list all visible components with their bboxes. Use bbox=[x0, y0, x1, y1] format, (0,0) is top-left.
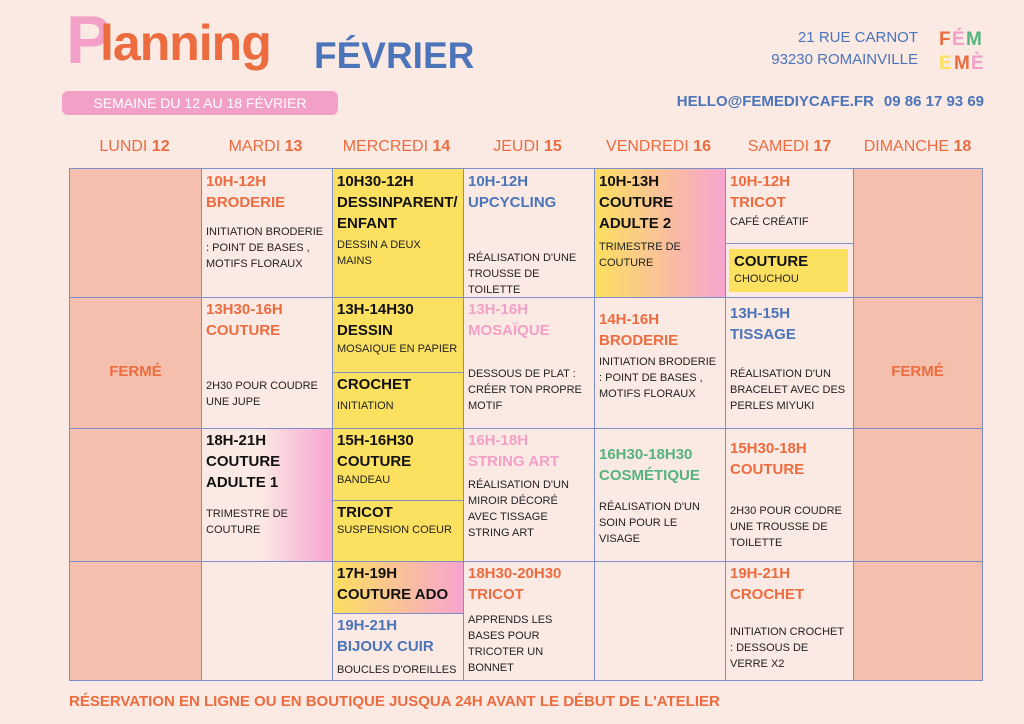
closed-label: FERMÉ bbox=[109, 363, 162, 380]
grid-line bbox=[70, 428, 982, 429]
slot-thu-mosaique[interactable]: 13H-16H MOSAÏQUE DESSOUS DE PLAT : CRÉER TON PROPRE MOTIF bbox=[468, 301, 582, 412]
address-line-1: 21 RUE CARNOT bbox=[797, 29, 918, 46]
grid-line bbox=[725, 243, 853, 244]
slot-sat-couture-chouchou[interactable]: COUTURE CHOUCHOU bbox=[729, 249, 848, 292]
slot-sat-couture-trousse[interactable]: 15H30-18H COUTURE 2H30 POUR COUDRE UNE TROUSSE DE TOILETTE bbox=[730, 440, 842, 549]
slot-wed-couture-ado[interactable]: 17H-19H COUTURE ADO bbox=[332, 561, 463, 613]
grid-line bbox=[594, 169, 595, 680]
booking-note: RÉSERVATION EN LIGNE OU EN BOUTIQUE JUSQUA 24H AVANT LE DÉBUT DE L'ATELIER bbox=[69, 693, 720, 710]
grid-line bbox=[201, 169, 202, 680]
brand-title: lanning bbox=[100, 15, 271, 71]
svg-text:È: È bbox=[971, 53, 984, 74]
sunday-closed bbox=[853, 169, 982, 680]
slot-wed-couture-bandeau[interactable]: 15H-16H30 COUTURE BANDEAU bbox=[332, 428, 463, 500]
slot-sat-tricot[interactable]: 10H-12H TRICOT CAFÉ CRÉATIF bbox=[730, 173, 809, 228]
femedi-logo bbox=[938, 25, 988, 75]
slot-fri-couture-adulte[interactable]: 10H-13H COUTURE ADULTE 2 TRIMESTRE DE COUTURE bbox=[594, 169, 725, 297]
grid-line bbox=[332, 372, 463, 373]
svg-text:F: F bbox=[939, 29, 951, 50]
svg-text:M: M bbox=[966, 29, 982, 50]
day-header-wednesday: MERCREDI 14 bbox=[342, 138, 451, 155]
week-badge: SEMAINE DU 12 AU 18 FÉVRIER bbox=[62, 91, 338, 115]
svg-text:É: É bbox=[952, 29, 965, 50]
monday-closed bbox=[70, 169, 201, 680]
grid-line bbox=[725, 169, 726, 680]
day-header-monday: LUNDI 12 bbox=[99, 138, 170, 155]
email-link[interactable]: HELLO@FEMEDIYCAFE.FR bbox=[676, 93, 874, 110]
slot-tue-couture-adulte[interactable]: 18H-21H COUTURE ADULTE 1 TRIMESTRE DE COUTURE bbox=[201, 428, 332, 561]
day-header-saturday: SAMEDI 17 bbox=[747, 138, 832, 155]
grid-line bbox=[463, 169, 464, 680]
slot-sat-tissage[interactable]: 13H-15H TISSAGE RÉALISATION D'UN BRACELET AVEC DES PERLES MIYUKI bbox=[730, 305, 846, 412]
grid-line bbox=[332, 169, 333, 680]
month-title: FÉVRIER bbox=[314, 35, 475, 76]
slot-thu-string-art[interactable]: 16H-18H STRING ART RÉALISATION D'UN MIROIR DÉCORÉ AVEC TISSAGE STRING ART bbox=[468, 432, 569, 539]
slot-wed-dessin[interactable]: 13H-14H30 DESSIN MOSAIQUE EN PAPIER bbox=[332, 297, 463, 372]
slot-tue-couture[interactable]: 13H30-16H COUTURE 2H30 POUR COUDRE UNE JUPE bbox=[206, 301, 318, 408]
brand-letter-p: P bbox=[66, 2, 112, 78]
slot-wed-tricot[interactable]: TRICOT SUSPENSION COEUR bbox=[332, 500, 463, 561]
svg-text:E: E bbox=[939, 53, 952, 74]
slot-thu-upcycling[interactable]: 10H-12H UPCYCLING RÉALISATION D'UNE TROUSSE DE TOILETTE bbox=[468, 173, 577, 296]
slot-wed-dessin-parent[interactable]: 10H30-12H DESSINPARENT/ENFANT DESSIN A DEUX MAINS bbox=[332, 169, 463, 297]
slot-wed-bijoux-cuir[interactable]: 19H-21H BIJOUX CUIR BOUCLES D'OREILLES bbox=[337, 617, 457, 676]
phone-number: 09 86 17 93 69 bbox=[883, 93, 984, 110]
day-header-thursday: JEUDI 15 bbox=[493, 138, 562, 155]
contact-info bbox=[667, 93, 984, 110]
grid-line bbox=[853, 169, 854, 680]
grid-line bbox=[332, 500, 463, 501]
slot-tue-broderie[interactable]: 10H-12H BRODERIE INITIATION BRODERIE : POINT DE BASES , MOTIFS FLORAUX bbox=[206, 173, 324, 270]
slot-sat-crochet[interactable]: 19H-21H CROCHET INITIATION CROCHET : DESSOUS DE VERRE X2 bbox=[730, 565, 844, 670]
grid-line bbox=[70, 561, 982, 562]
address-line-2: 93230 ROMAINVILLE bbox=[771, 51, 918, 68]
day-header-tuesday: MARDI 13 bbox=[228, 138, 303, 155]
grid-line bbox=[70, 297, 982, 298]
slot-wed-crochet[interactable]: CROCHET INITIATION bbox=[332, 372, 463, 428]
grid-line bbox=[332, 613, 463, 614]
slot-fri-broderie[interactable]: 14H-16H BRODERIE INITIATION BRODERIE : POINT DE BASES , MOTIFS FLORAUX bbox=[599, 311, 717, 400]
day-header-friday: VENDREDI 16 bbox=[606, 138, 711, 155]
closed-label: FERMÉ bbox=[891, 363, 944, 380]
slot-fri-cosmetique[interactable]: 16H30-18H30 COSMÉTIQUE RÉALISATION D'UN SOIN POUR LE VISAGE bbox=[599, 446, 700, 545]
slot-thu-tricot[interactable]: 18H30-20H30 TRICOT APPRENDS LES BASES POUR TRICOTER UN BONNET bbox=[468, 565, 562, 674]
schedule-grid bbox=[69, 168, 983, 681]
svg-text:M: M bbox=[954, 53, 970, 74]
day-header-sunday: DIMANCHE 18 bbox=[863, 138, 972, 155]
